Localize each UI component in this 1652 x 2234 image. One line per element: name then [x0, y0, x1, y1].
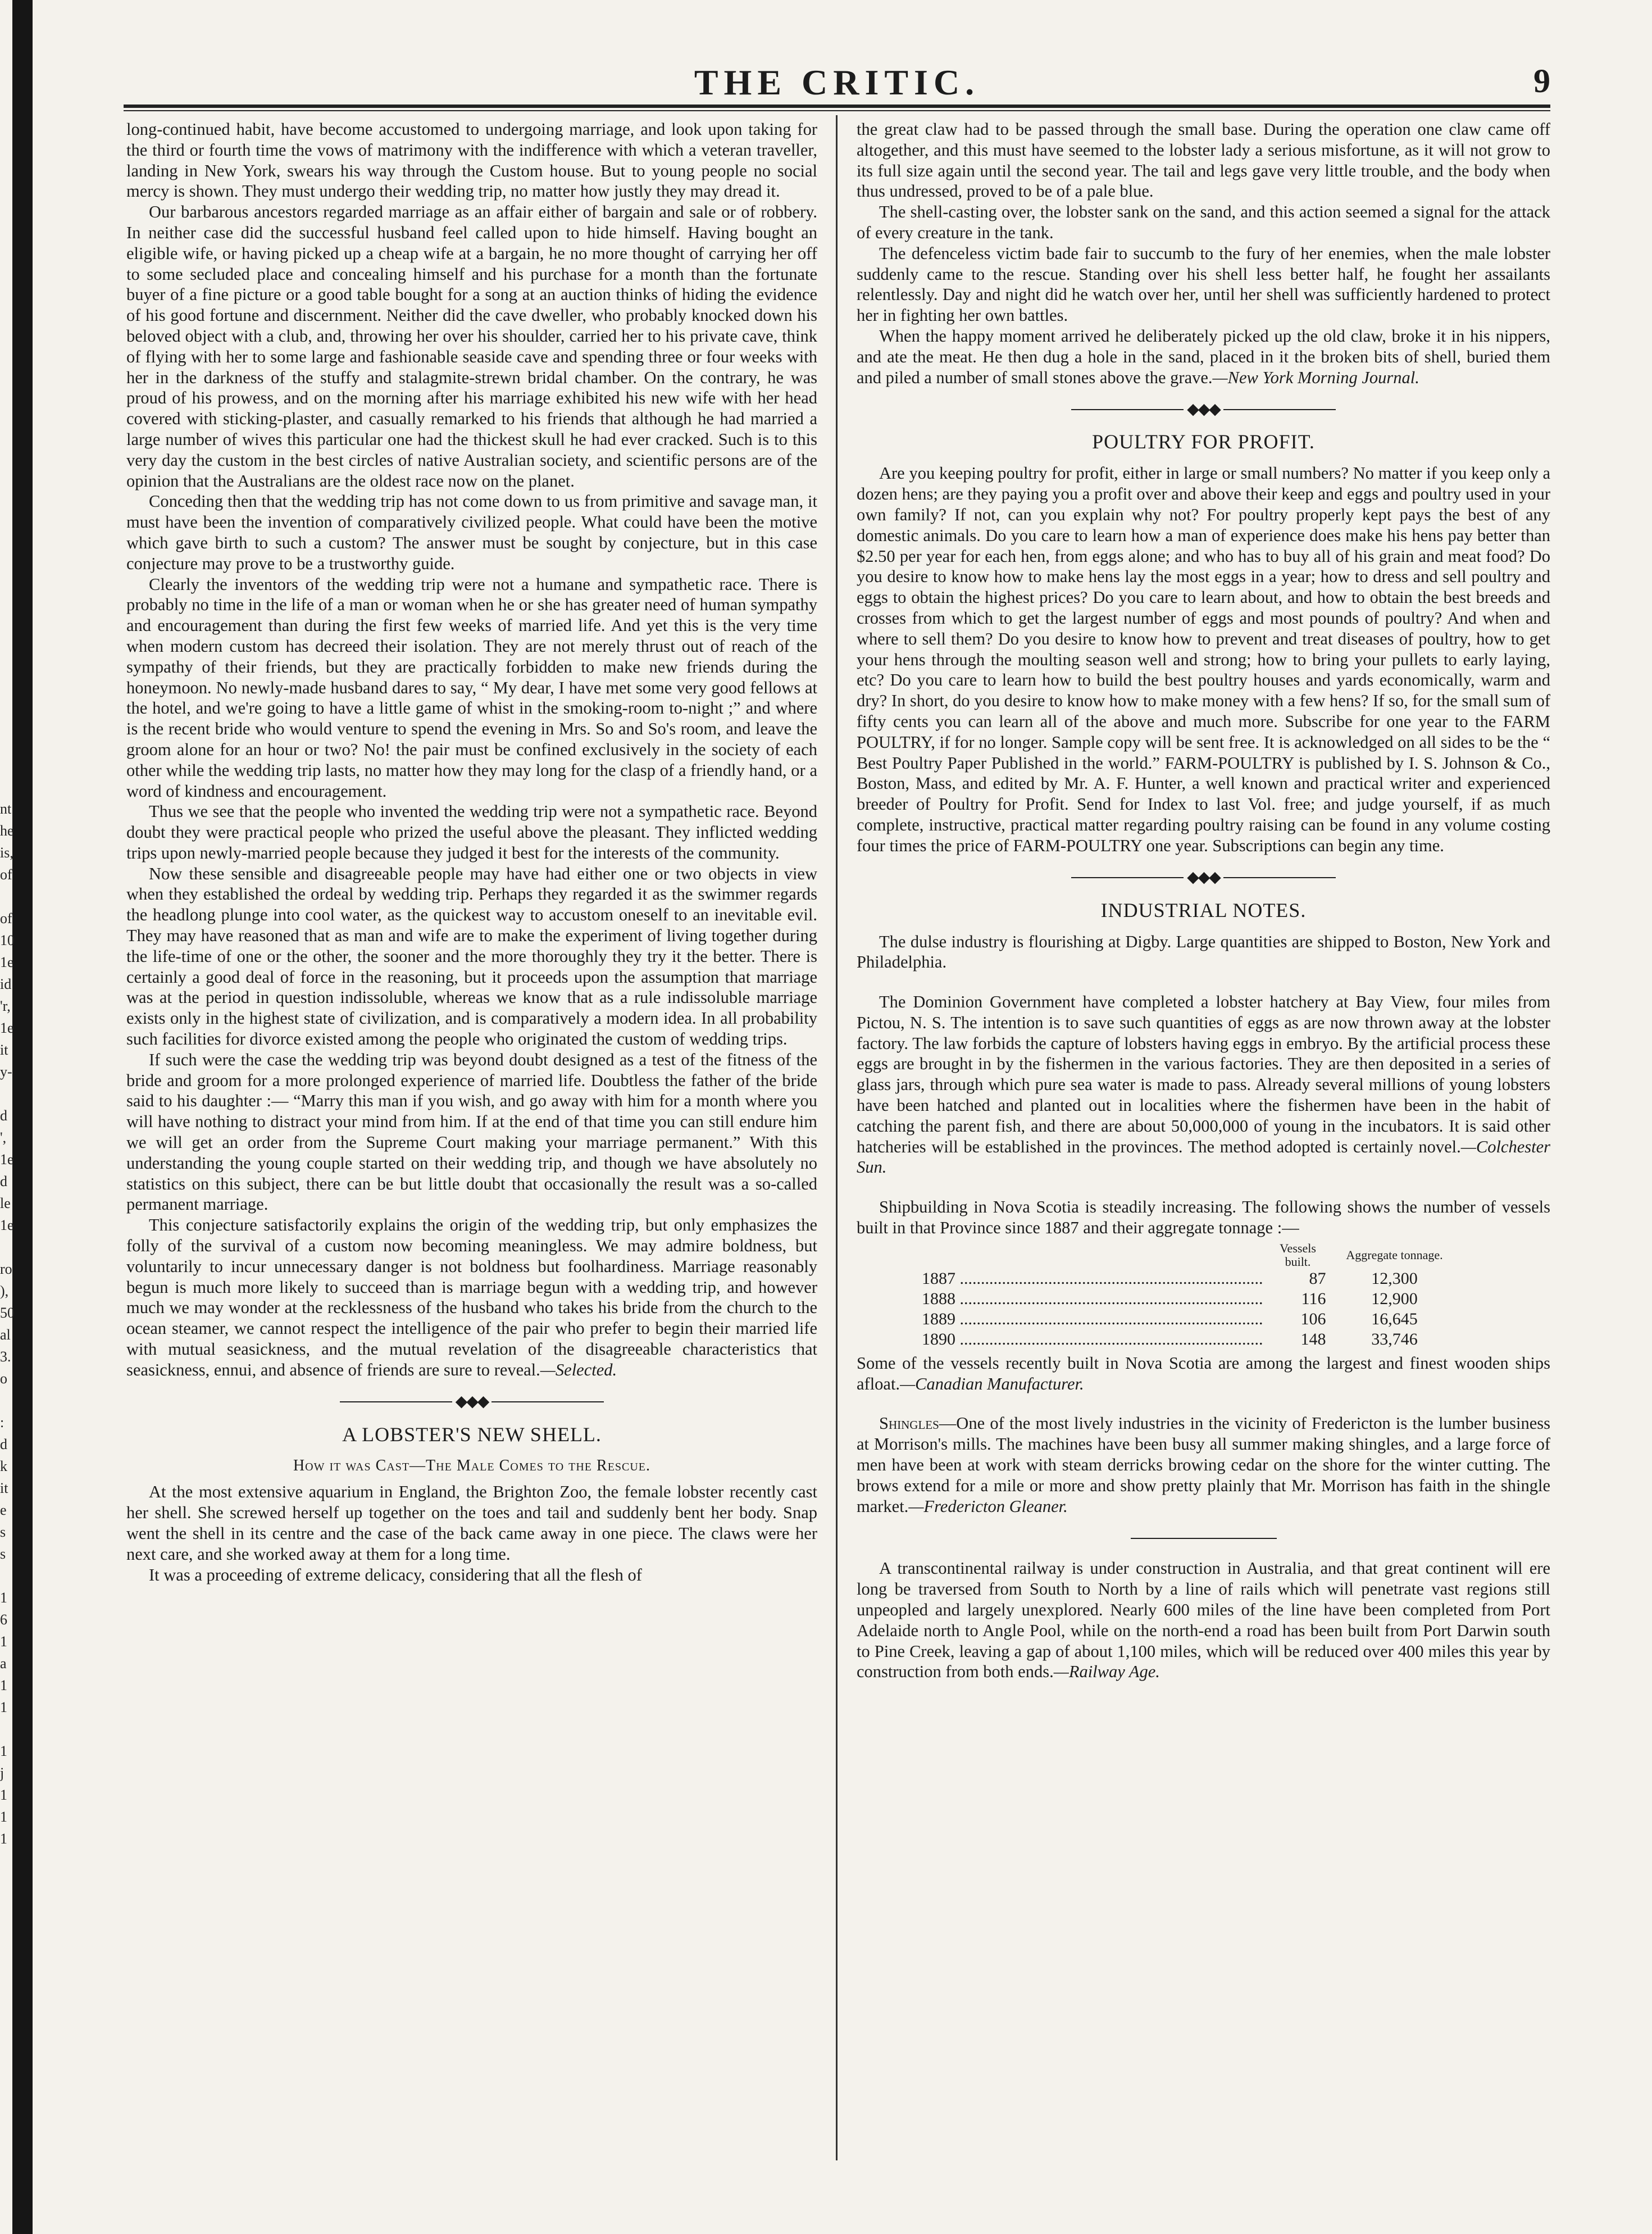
margin-fragment: he	[0, 823, 14, 839]
left-column	[126, 119, 817, 2153]
margin-fragment: 'r,	[0, 998, 11, 1014]
margin-fragment: 1e	[0, 1020, 14, 1036]
paragraph-text: A transcontinental railway is under construction in Australia, and that great continent will ere long be traversed from South to North by a line of rails which will penetrate vast regions still unpeopled and largely unexplored. Nearly 600 miles of the line have been completed from Port Adelaide north to Angle Pool, while on the north-end a road has been built from Port Darwin south to Pine Creek, leaving a gap of about 1,100 miles, which will be reduced over 400 miles this year by construction from both ends.	[857, 1559, 1550, 1682]
margin-fragment: of	[0, 910, 12, 927]
article-paragraph	[126, 1215, 817, 1380]
industrial-heading: INDUSTRIAL NOTES.	[1100, 898, 1307, 921]
margin-fragment: d	[0, 1173, 7, 1189]
article-paragraph: Thus we see that the people who invented the wedding trip were not a sympathetic race. Beyond doubt they were practical people who prized the useful above the pleasant. They inflicted wedding trips upon newly-married people because they judged it best for the interests of the community.	[126, 802, 817, 862]
article-paragraph: Are you keeping poultry for profit, either in large or small numbers? No matter if you keep only a dozen hens; are they paying you a profit over and above their keep and eggs and poultry used in your own family? If not, can you explain why not? For poultry properly kept pays the best of any domestic animals. Do you care to learn how a man of experience does make his hens pay better than $2.50 per year for each hen, from eggs alone; and who has to buy all of his grain and meat food? Do you desire to know how to make hens lay the most eggs in a year; how to dress and sell poultry and eggs to obtain the highest prices? Do you care to learn about, and how to obtain the best breeds and crosses from which to get the largest number of eggs and most pounds of poultry? And when and where to sell them? Do you desire to know how to prevent and treat diseases of poultry, how to get your hens through the moulting season well and strong; how to bring your pullets to early laying, etc? Do you care to learn how to build the best poultry houses and yards economically, warm and dry? In short, do you desire to know how to make money with a few hens? If so, for the small sum of fifty cents you can learn all of the above and much more. Subscribe for one year to the FARM POULTRY, if for no longer. Sample copy will be sent free. It is acknowledged on all sides to be the “ Best Poultry Paper Published in the world.” FARM-POULTRY is published by I. S. Johnson & Co., Boston, Mass, and edited by Mr. A. F. Hunter, a well known and practical writer and experienced breeder of Poultry for Profit. Send for Index to last Vol. free; and judge yourself, if as much complete, instructive, practical matter regarding poultry raising can be found in any volume costing four times the price of FARM-POULTRY one year. Subscriptions can begin any time.	[857, 464, 1550, 855]
margin-fragment: s	[0, 1524, 6, 1540]
paragraph-text: When the happy moment arrived he deliberately picked up the old claw, broke it in his nippers, and ate the meat. He then dug a hole in the sand, placed in it the broken bits of shell, buried them and piled a number of small stones above the grave.	[857, 326, 1550, 387]
section-separator: ◆◆◆	[126, 1381, 817, 1422]
margin-fragment: ro	[0, 1261, 12, 1277]
year-cell: 1890	[922, 1329, 955, 1348]
margin-fragment: k	[0, 1458, 7, 1474]
margin-fragment	[0, 886, 22, 907]
column-divider	[836, 115, 838, 2160]
note-paragraph	[857, 992, 1550, 1178]
source-credit: —Fredericton Gleaner.	[908, 1496, 1068, 1516]
article-paragraph: Now these sensible and disagreeable people may have had either one or two objects in view when they established the ordeal by wedding trip. Perhaps they regarded it as the swimmer regards the headlong plunge into cool water, as the quickest way to accustom oneself to an inevitable evil. They may have reasoned that as man and wife are to make the experiment of living together during the life-time of one or the other, the sooner and the more thoroughly they try it the better. There is certainly a good deal of force in the reasoning, but it proceeds upon the assumption that marriage was at the period in question indissoluble, whereas we know that as a rule indissoluble marriage exists only in the highest state of civilization, and is comparatively a modern idea. In all probability such facilities for divorce existed among the people who originated the custom of wedding trips.	[126, 864, 817, 1049]
article-paragraph: the great claw had to be passed through the small base. During the operation one claw came off altogether, and this must have seemed to the lobster lady a serious misfortune, as it will not grow to its full size again until the second year. The tail and legs gave very little trouble, and the body when thus undressed, proved to be of a pale blue.	[857, 120, 1550, 201]
margin-fragment: id	[0, 976, 12, 992]
margin-fragment: le	[0, 1195, 11, 1211]
newspaper-title: THE CRITIC.	[694, 62, 980, 102]
article-paragraph: The shell-casting over, the lobster sank on the sand, and this action seemed a signal for the attack of every creature in the tank.	[857, 202, 1550, 242]
margin-fragment: 1e	[0, 1217, 14, 1233]
table-row: 1890 ........................................................................ 148 33,746	[918, 1329, 1460, 1350]
margin-fragment: 1	[0, 1787, 7, 1803]
year-cell: 1887	[922, 1269, 955, 1288]
note-paragraph: Shipbuilding in Nova Scotia is steadily increasing. The following shows the number of vessels built in that Province since 1887 and their aggregate tonnage :—	[857, 1197, 1550, 1238]
margin-fragment: :	[0, 1414, 4, 1431]
vessels-cell: 116	[1301, 1289, 1326, 1308]
margin-fragment: it	[0, 1042, 8, 1058]
note-paragraph: The dulse industry is flourishing at Digby. Large quantities are shipped to Boston, New York and Philadelphia.	[857, 932, 1550, 972]
article-paragraph: At the most extensive aquarium in England, the Brighton Zoo, the female lobster recently cast her shell. She screwed herself up together on the toes and tail and suddenly bent her body. Snap went the shell in its centre and the case of the back came away in one piece. The claws were her next care, and she worked away at them for a long time.	[126, 1482, 817, 1564]
table-header: Aggregate tonnage.	[1346, 1247, 1443, 1262]
vessels-cell: 87	[1309, 1269, 1326, 1288]
tonnage-cell: 12,300	[1371, 1269, 1418, 1288]
margin-fragment	[0, 1565, 22, 1587]
margin-fragment: 1e	[0, 954, 14, 970]
vessels-cell: 148	[1300, 1329, 1326, 1348]
margin-fragment	[0, 1236, 22, 1258]
margin-fragment: y-	[0, 1064, 12, 1080]
table-header: Vessels built.	[1280, 1241, 1316, 1269]
shingles-lead: Shingles	[879, 1414, 939, 1433]
margin-fragment: al	[0, 1327, 11, 1343]
section-separator: ◆◆◆	[857, 856, 1550, 898]
margin-fragment: d	[0, 1436, 7, 1452]
margin-fragment: 10	[0, 932, 15, 948]
margin-fragment: 1e	[0, 1151, 14, 1168]
table-row: 1888 ........................................................................ 116 12,900	[918, 1289, 1460, 1309]
source-credit: —Selected.	[540, 1360, 617, 1379]
margin-fragment: it	[0, 1480, 8, 1496]
table-row: 1889 ........................................................................ 106 16,645	[918, 1309, 1460, 1329]
margin-fragment: a	[0, 1655, 7, 1672]
masthead-rule	[124, 105, 1550, 111]
margin-fragment: is,	[0, 844, 13, 861]
margin-fragment: 50	[0, 1305, 15, 1321]
margin-fragment: s	[0, 1546, 6, 1562]
source-credit: —Canadian Manufacturer.	[900, 1374, 1084, 1393]
article-paragraph: It was a proceeding of extreme delicacy, considering that all the flesh of	[149, 1565, 642, 1584]
tonnage-cell: 12,900	[1371, 1289, 1418, 1308]
paragraph-text: —One of the most lively industries in the vicinity of Fredericton is the lumber business at Morrison's mills. The machines have been busy all summer making shingles, and a large force of men have been at work with steam derricks browing cedar on the shore for the winter cutting. The brows extend for a mile or more and show pretty plainly that Mr. Morrison has faith in the shingle market.	[857, 1414, 1550, 1516]
margin-fragment	[0, 1718, 22, 1740]
margin-fragment: o	[0, 1370, 7, 1387]
margin-fragment: 6	[0, 1611, 7, 1628]
margin-fragment: of	[0, 866, 12, 883]
paragraph-text: This conjecture satisfactorily explains the origin of the wedding trip, but only emphasizes the folly of the survival of a custom now becoming meaningless. We may admire boldness, but voluntarily to incur unnecessary danger is not boldness but foolhardiness. Marriage reasonably begun is much more likely to succeed than is marriage begun with a wedding trip, and however much we may wonder at the recklessness of the husband who takes his bride from the church to the ocean steamer, we cannot respect the intelligence of the pair who prefer to begin their married life with mutual seasickness, and the mutual revelation of the disagreeable characteristics that seasickness, ennui, and absence of friends are sure to reveal.	[126, 1215, 817, 1379]
facing-page-margin	[0, 798, 22, 1850]
paragraph-text: The Dominion Government have completed a lobster hatchery at Bay View, four miles from Pictou, N. S. The intention is to save such quantities of eggs as are now thrown away at the lobster factory. The law forbids the capture of lobsters having eggs in embryo. By the artificial process these eggs are brought in by the fishermen in the various factories. They are then deposited in a series of glass jars, through which pure sea water is made to pass. Already several millions of young lobsters have been hatched and planted out in localities where the fishermen have been in the habit of catching the parent fish, and there are about 50,000,000 of young in the incubators. It is said other hatcheries will be established in the provinces. The method adopted is certainly novel.	[857, 992, 1550, 1156]
margin-fragment: nt	[0, 801, 12, 817]
note-paragraph	[857, 1558, 1550, 1682]
article-paragraph: The defenceless victim bade fair to succumb to the fury of her enemies, when the male lobster suddenly came to the rescue. Standing over his shell less better half, he fought her assailants relentlessly. Day and night did he watch over her, until her shell was sufficiently hardened to protect her in fighting her own battles.	[857, 243, 1550, 325]
source-credit: —Colchester Sun.	[857, 1137, 1550, 1177]
margin-fragment: 3.	[0, 1348, 11, 1365]
margin-fragment	[0, 1083, 22, 1105]
margin-fragment: ),	[0, 1283, 9, 1299]
year-cell: 1888	[922, 1289, 955, 1308]
margin-fragment: 1	[0, 1831, 7, 1847]
poultry-heading: POULTRY FOR PROFIT.	[1092, 430, 1315, 453]
lobster-subheading: How it was Cast—The Male Comes to the Rescue.	[293, 1456, 651, 1474]
margin-fragment: ',	[0, 1129, 7, 1146]
page-number: 9	[1533, 62, 1550, 99]
margin-fragment: 1	[0, 1590, 7, 1606]
margin-fragment: j	[0, 1765, 4, 1781]
article-paragraph: Conceding then that the wedding trip has not come down to us from primitive and savage man, it must have been the invention of comparatively civilized people. What could have been the motive which gave birth to such a custom? The answer must be sought by conjecture, but in this case conjecture may prove to be a trustworthy guide.	[126, 492, 817, 573]
margin-fragment	[0, 1390, 22, 1411]
table-row: 1887 ........................................................................ 87 12,300	[918, 1269, 1460, 1289]
shipbuilding-table	[918, 1242, 1460, 1350]
margin-fragment: 1	[0, 1809, 7, 1825]
article-paragraph: Clearly the inventors of the wedding trip were not a humane and sympathetic race. There is probably no time in the life of a man or woman when he or she has greater need of human sympathy and encouragement than during the first few weeks of married life. And yet this is the very time when modern custom has decreed their isolation. They are not merely thrust out of reach of the sympathy of their friends, but they are practically forbidden to make new friends during the honeymoon. No newly-made husband dares to say, “ My dear, I have met some very good fellows at the hotel, and we're going to have a little game of whist in the smoking-room to-night ;” and where is the recent bride who would venture to spend the evening in Mrs. So and So's room, and leave the groom alone for an hour or two? No! the pair must be confined exclusively in the society of each other while the wedding trip lasts, no matter how they may long for the clasp of a friendly hand, or a word of kindness and encouragement.	[126, 574, 817, 801]
margin-fragment: 1	[0, 1743, 7, 1759]
source-credit: —Railway Age.	[1053, 1662, 1160, 1682]
margin-fragment: d	[0, 1107, 7, 1124]
source-credit: —New York Morning Journal.	[1212, 367, 1419, 387]
vessels-cell: 106	[1300, 1309, 1326, 1328]
tonnage-cell: 16,645	[1371, 1309, 1418, 1328]
masthead	[124, 62, 1550, 107]
article-paragraph	[857, 326, 1550, 388]
article-paragraph: Our barbarous ancestors regarded marriage as an affair either of bargain and sale or of robbery. In neither case did the successful husband feel called upon to hide himself. Having bought an eligible wife, or having picked up a cheap wife at a bargain, he no more thought of carrying her off to some secluded place and concealing himself and his purchase for a month than the fortunate buyer of a fine picture or a good table bought for a song at an auction thinks of hiding the evidence of his good fortune and discernment. Neither did the cave dweller, who probably knocked down his beloved object with a club, and, throwing her over his shoulder, carried her to his private cave, think of flying with her to some large and fashionable seaside cave and spending three or four weeks with her in the darkness of the stuffy and stalagmite-strewn bridal chamber. On the contrary, he was proud of his prowess, and on the morning after his marriage exhibited his new wife with her head covered with sticking-plaster, and casually remarked to his friends that although he had married a large number of wives this particular one had the thickest skull he had ever cracked. Such is to this very day the custom in the best circles of native Australian society, and scientific persons are of the opinion that the Australians are the oldest race now on the planet.	[126, 202, 817, 491]
article-paragraph: If such were the case the wedding trip was beyond doubt designed as a test of the fitness of the bride and groom for a more prolonged experience of married life. Doubtless the father of the bride said to his daughter :— “Marry this man if you wish, and go away with him for a month where you will have nothing to distract your mind from him. If at the end of that time you can still endure him we will get an order from the Supreme Court making your marriage permanent.” With this understanding the young couple started on their wedding trip, and though we have absolutely no statistics on this subject, there can be but little doubt that occasionally the result was a so-called permanent marriage.	[126, 1050, 817, 1214]
year-cell: 1889	[922, 1309, 955, 1328]
note-paragraph	[857, 1353, 1550, 1395]
paragraph-text: Some of the vessels recently built in Nova Scotia are among the largest and finest wooden ships afloat.	[857, 1353, 1550, 1393]
margin-fragment: e	[0, 1502, 7, 1518]
note-paragraph	[857, 1413, 1550, 1516]
section-separator: ◆◆◆	[857, 388, 1550, 429]
article-paragraph: long-continued habit, have become accustomed to undergoing marriage, and look upon taking for the third or fourth time the vows of matrimony with the indifference with which a veteran traveller, landing in New York, swears his way through the Custom house. But to young people no social mercy is shown. They must undergo their wedding trip, no matter how justly they may dread it.	[126, 120, 817, 201]
lobster-heading: A LOBSTER'S NEW SHELL.	[342, 1423, 602, 1446]
tonnage-cell: 33,746	[1371, 1329, 1418, 1348]
note-separator	[857, 1516, 1550, 1558]
margin-fragment: 1	[0, 1699, 7, 1715]
right-column	[857, 119, 1550, 2153]
margin-fragment: 1	[0, 1677, 7, 1693]
margin-fragment: 1	[0, 1633, 7, 1650]
